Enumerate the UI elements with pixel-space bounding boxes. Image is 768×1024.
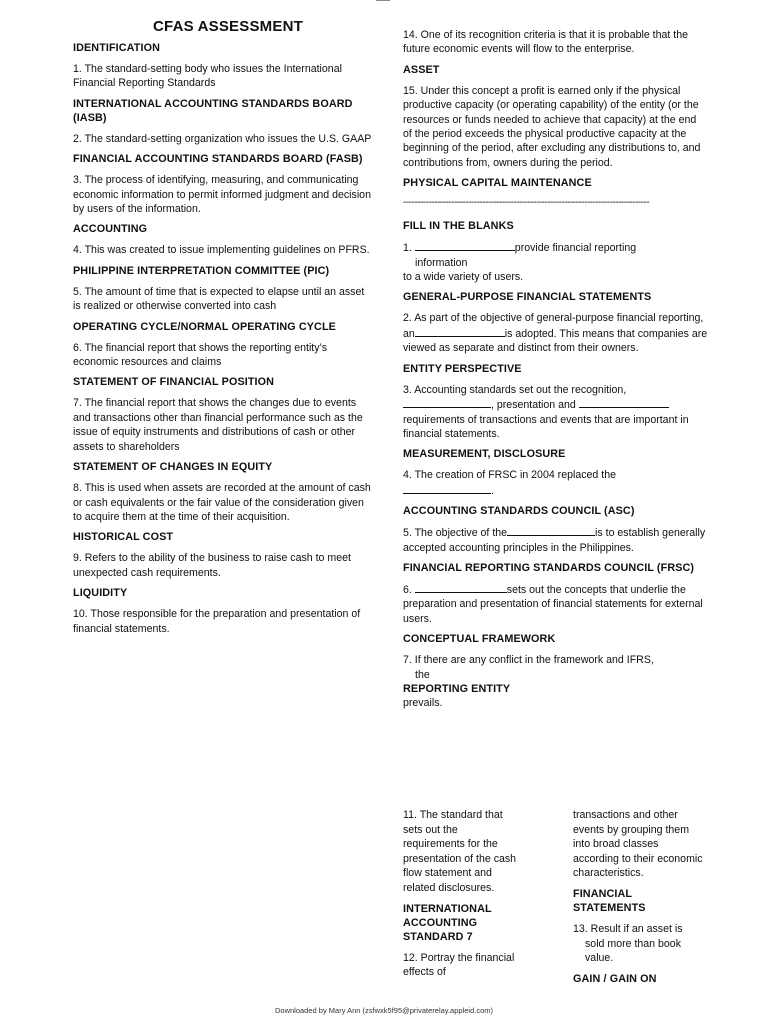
answer-5: OPERATING CYCLE/NORMAL OPERATING CYCLE [73,320,336,333]
q3-text-3: requirements of transactions and events that are important in financial statements. [403,413,689,440]
question-1: 1. The standard-setting body who issues the International Financial Reporting Standards [73,63,342,90]
answer-8: HISTORICAL COST [73,531,174,544]
question-12: 12. Portray the financial effects of [403,951,515,979]
q5-text-2: is to establish generally accepted accounting principles in the Philippines. [403,527,706,554]
q7-text: 7. If there are any conflict in the framework and IFRS, [403,654,654,667]
answer-9: LIQUIDITY [73,587,128,600]
blank-line [403,483,491,494]
lower-subcolumn-left [403,808,518,986]
question-4: 4. This was created to issue implementing guidelines on PFRS. [73,244,370,257]
answer-2: FINANCIAL ACCOUNTING STANDARDS BOARD (FASB) [73,153,363,166]
answer-1: INTERNATIONAL ACCOUNTING STANDARDS BOARD (IASB) [73,97,353,124]
blank-line [579,397,669,408]
blank-answer-5: FINANCIAL REPORTING STANDARDS COUNCIL (FRSC) [403,561,695,574]
q7-text-2: the [415,668,430,681]
blank-answer-7: REPORTING ENTITY [403,682,511,695]
q3-text: 3. Accounting standards set out the recognition, [403,383,627,396]
q4-text-2: . [491,484,494,497]
q6-number: 6. [403,583,412,596]
blank-question-3 [403,383,708,442]
blank-line [403,397,491,408]
question-9: 9. Refers to the ability of the business to raise cash to meet unexpected cash requirements. [73,552,351,579]
question-11: 11. The standard that sets out the requirements for the presentation of the cash flow statement and related disclosures. [403,809,517,894]
blank-answer-6: CONCEPTUAL FRAMEWORK [403,633,556,646]
answer-12: FINANCIAL STATEMENTS [573,887,646,914]
blank-question-6 [403,582,708,626]
q13-text: 13. Result if an asset is [573,922,683,935]
q3-text-2: , presentation and [491,399,576,412]
left-column [73,18,373,642]
q1-text-3: to a wide variety of users. [403,271,524,284]
blank-answer-2: ENTITY PERSPECTIVE [403,362,522,375]
question-12-continued: transactions and other events by grouping them into broad classes according to their economic characteristics. [573,809,703,880]
question-8: 8. This is used when assets are recorded at the amount of cash or cash equivalents or the fair value of the consideration given to acquire them at the time of their acquisition. [73,482,371,523]
right-column [403,28,708,716]
q4-text: 4. The creation of FRSC in 2004 replaced the [403,469,616,482]
q5-text: 5. The objective of the [403,527,508,540]
section-heading-fill-in: FILL IN THE BLANKS [403,220,514,233]
blank-question-4 [403,468,708,498]
answer-4: PHILIPPINE INTERPRETATION COMMITTEE (PIC) [73,264,330,277]
blank-line [415,240,515,251]
blank-question-5 [403,525,708,555]
blank-answer-3: MEASUREMENT, DISCLOSURE [403,448,566,461]
answer-11: INTERNATIONAL ACCOUNTING STANDARD 7 [403,902,492,943]
blank-question-1 [403,240,708,284]
answer-15: PHYSICAL CAPITAL MAINTENANCE [403,177,592,190]
section-heading-identification: IDENTIFICATION [73,42,160,54]
q1-number: 1. [403,242,412,255]
blank-line [507,525,595,536]
question-3: 3. The process of identifying, measuring, and communicating economic information to permit informed judgment and decision by users of the information. [73,174,371,216]
blank-answer-1: GENERAL-PURPOSE FINANCIAL STATEMENTS [403,291,652,304]
question-13 [573,922,703,966]
download-footer: Downloaded by Mary Ann (zsfwxk5f95@privaterelay.appleid.com) [275,1006,493,1015]
answer-14: ASSET [403,63,440,76]
blank-answer-4: ACCOUNTING STANDARDS COUNCIL (ASC) [403,505,635,518]
question-6: 6. The financial report that shows the reporting entity’s economic resources and claims [73,341,328,369]
answer-3: ACCOUNTING [73,223,148,236]
question-14: 14. One of its recognition criteria is that it is probable that the future economic events will flow to the enterprise. [403,29,689,56]
page-title: CFAS ASSESSMENT [153,18,303,35]
question-2: 2. The standard-setting organization who issues the U.S. GAAP [73,132,372,145]
q2-text-2: is adopted. This means that companies are viewed as separate and distinct from their owners. [403,327,708,355]
section-separator: --------------------------------------------------------------------------------------- [403,197,650,209]
question-15: 15. Under this concept a profit is earned only if the physical productive capacity (or operating capability) of the entity (or the resources or funds needed to achieve that capacity) at the end of the period exceeds the physical productive capacity at the beginning of the period, after excluding any distributions to, and contributions from, owners during the period. [403,84,701,169]
blank-line [415,326,505,337]
q7-text-3: prevails. [403,696,443,709]
q6-text: sets out the concepts that underlie the preparation and presentation of financial statements for external users. [403,583,703,625]
lower-subcolumn-right [573,808,703,993]
question-10: 10. Those responsible for the preparation and presentation of financial statements. [73,608,361,635]
question-7: 7. The financial report that shows the changes due to events and transactions other than financial performance such as the issue of equity instruments and distributions of cash or other assets to shareholders [73,397,363,453]
q1-text: provide financial reporting [514,242,637,255]
answer-7: STATEMENT OF CHANGES IN EQUITY [73,461,273,474]
q13-text-2: sold more than book value. [585,937,681,965]
blank-question-7 [403,653,708,682]
question-5: 5. The amount of time that is expected to elapse until an asset is realized or otherwise converted into cash [73,285,365,313]
page-top-mark [376,0,390,1]
answer-13: GAIN / GAIN ON [573,972,657,985]
q2-text: 2. As part of the objective of general-purpose financial reporting, an [403,312,704,340]
blank-line [415,582,507,593]
blank-question-2 [403,311,708,355]
q1-text-2: information [415,256,468,269]
answer-6: STATEMENT OF FINANCIAL POSITION [73,376,275,389]
